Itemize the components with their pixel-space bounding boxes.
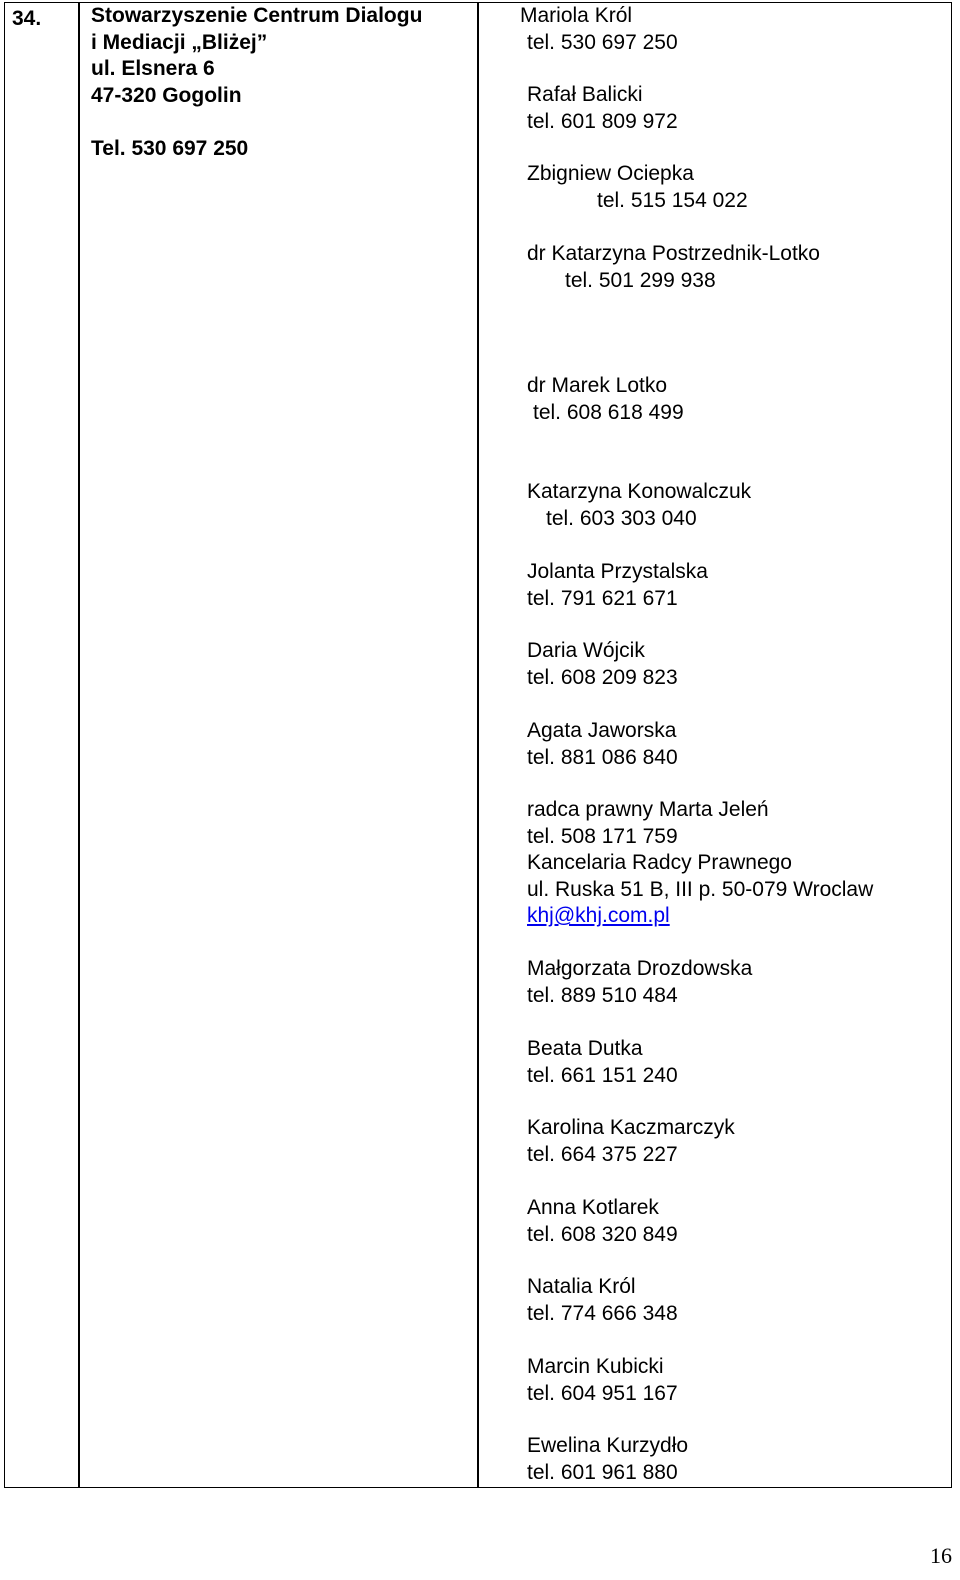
- contact-name: dr Katarzyna Postrzednik-Lotko: [527, 242, 820, 265]
- contact-name: Mariola Król: [520, 4, 633, 27]
- contact-entry: [527, 1354, 678, 1407]
- contact-phone: tel. 603 303 040: [546, 506, 697, 530]
- organization-cell: [91, 3, 471, 162]
- contact-name: Anna Kotlarek: [527, 1196, 659, 1219]
- organization-phone: Tel. 530 697 250: [91, 136, 249, 160]
- contact-entry: [527, 559, 708, 612]
- contact-entry: [527, 1433, 688, 1486]
- contact-address: ul. Ruska 51 B, III p. 50-079 Wroclaw: [527, 877, 874, 901]
- contact-entry: [527, 1274, 678, 1327]
- contact-phone: tel. 661 151 240: [527, 1063, 678, 1087]
- contact-name: Rafał Balicki: [527, 83, 643, 106]
- contact-entry: [527, 1195, 678, 1248]
- contact-name: Daria Wójcik: [527, 639, 645, 662]
- contact-name: Ewelina Kurzydło: [527, 1434, 689, 1457]
- contact-phone: tel. 889 510 484: [527, 983, 678, 1007]
- contact-phone: tel. 515 154 022: [597, 188, 748, 212]
- contact-entry: [527, 956, 752, 1009]
- contact-entry: [527, 241, 820, 294]
- organization-street: ul. Elsnera 6: [91, 57, 215, 80]
- contact-phone: tel. 608 320 849: [527, 1222, 678, 1246]
- contact-phone: tel. 601 809 972: [527, 109, 678, 133]
- contact-phone: tel. 664 375 227: [527, 1142, 678, 1166]
- contact-entry: [527, 638, 678, 691]
- contact-name: Natalia Król: [527, 1275, 636, 1298]
- contact-entry: [527, 479, 751, 532]
- contact-name: Agata Jaworska: [527, 719, 677, 742]
- contact-name: Marcin Kubicki: [527, 1355, 664, 1378]
- contact-name: Karolina Kaczmarczyk: [527, 1116, 735, 1139]
- contact-entry: [527, 1115, 735, 1168]
- contact-name: radca prawny Marta Jeleń: [527, 798, 769, 821]
- contact-office: Kancelaria Radcy Prawnego: [527, 851, 792, 874]
- contact-name: Beata Dutka: [527, 1037, 643, 1060]
- contact-name: Jolanta Przystalska: [527, 560, 708, 583]
- contact-phone: tel. 608 209 823: [527, 665, 678, 689]
- contact-phone: tel. 601 961 880: [527, 1460, 678, 1484]
- contact-entry: [527, 797, 873, 930]
- page-number: 16: [930, 1543, 952, 1568]
- contact-entry: [527, 1036, 678, 1089]
- contact-phone: tel. 508 171 759: [527, 824, 678, 848]
- contact-phone: tel. 774 666 348: [527, 1301, 678, 1325]
- contact-phone: tel. 608 618 499: [533, 400, 684, 424]
- contact-phone: tel. 881 086 840: [527, 745, 678, 769]
- contact-phone: tel. 604 951 167: [527, 1381, 678, 1405]
- contact-phone: tel. 501 299 938: [565, 268, 716, 292]
- contact-phone: tel. 530 697 250: [527, 30, 678, 54]
- contact-phone: tel. 791 621 671: [527, 586, 678, 610]
- contact-name: Katarzyna Konowalczuk: [527, 480, 752, 503]
- contact-entry: [527, 161, 748, 214]
- organization-name-continued: i Mediacji „Bliżej”: [91, 30, 268, 54]
- organization-city: 47-320 Gogolin: [91, 83, 242, 107]
- contact-entry: [527, 82, 678, 135]
- column-divider: [477, 2, 479, 1488]
- entry-number: 34.: [12, 7, 42, 30]
- contact-entry: [520, 3, 678, 56]
- contact-name: dr Marek Lotko: [527, 374, 668, 397]
- contact-entry: [527, 718, 678, 771]
- organization-name: Stowarzyszenie Centrum Dialogu: [91, 4, 423, 27]
- contact-name: Zbigniew Ociepka: [527, 162, 694, 185]
- contact-name: Małgorzata Drozdowska: [527, 957, 753, 980]
- column-divider: [78, 2, 80, 1488]
- contact-entry: [527, 373, 684, 426]
- email-link[interactable]: khj@khj.com.pl: [527, 904, 670, 927]
